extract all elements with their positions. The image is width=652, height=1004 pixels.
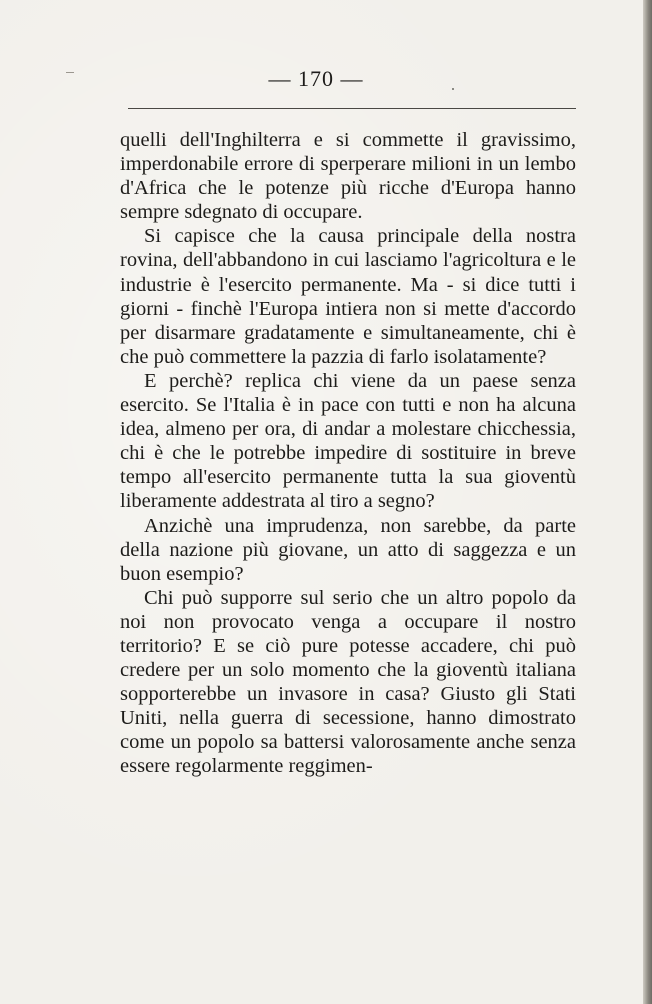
page-number-header (0, 66, 652, 92)
body-text (120, 128, 576, 779)
paragraph-3: E perchè? replica chi viene da un paese senza esercito. Se l'Italia è in pace con tutti e non ha alcuna idea, almeno per ora, di andar a molestare chicchessia, chi è che le potrebbe impedire di sostituire in breve tempo all'esercito permanente tutta la sua gioventù liberamente addestrata al tiro a segno? (120, 369, 576, 513)
header-rule (128, 108, 576, 109)
paragraph-5: Chi può supporre sul serio che un altro popolo da noi non provocato venga a occupare il nostro territorio? E se ciò pure potesse accadere, chi può credere per un solo momento che la gioventù italiana sopporterebbe un invasore in casa? Giusto gli Stati Uniti, nella guerra di secessione, hanno dimostrato come un popolo sa battersi valorosamente anche senza essere regolarmente reggimen- (120, 586, 576, 778)
paragraph-4: Anzichè una imprudenza, non sarebbe, da parte della nazione più giovane, un atto di saggezza e un buon esempio? (120, 514, 576, 585)
page-edge-shadow (643, 0, 652, 1004)
page-number: — 170 — (268, 66, 364, 91)
paragraph-1: quelli dell'Inghilterra e si commette il gravissimo, imperdonabile errore di sperperare milioni in un lembo d'Africa che le potenze più ricche d'Europa hanno sempre sdegnato di occupare. (120, 129, 576, 224)
paragraph-2: Si capisce che la causa principale della nostra rovina, dell'abbandono in cui lasciamo l'agricoltura e le industrie è l'esercito permanente. Ma - si dice tutti i giorni - finchè l'Europa intiera non si mette d'accordo per disarmare gradatamente e simultaneamente, chi è che può commettere la pazzia di farlo isolatamente? (120, 225, 576, 368)
